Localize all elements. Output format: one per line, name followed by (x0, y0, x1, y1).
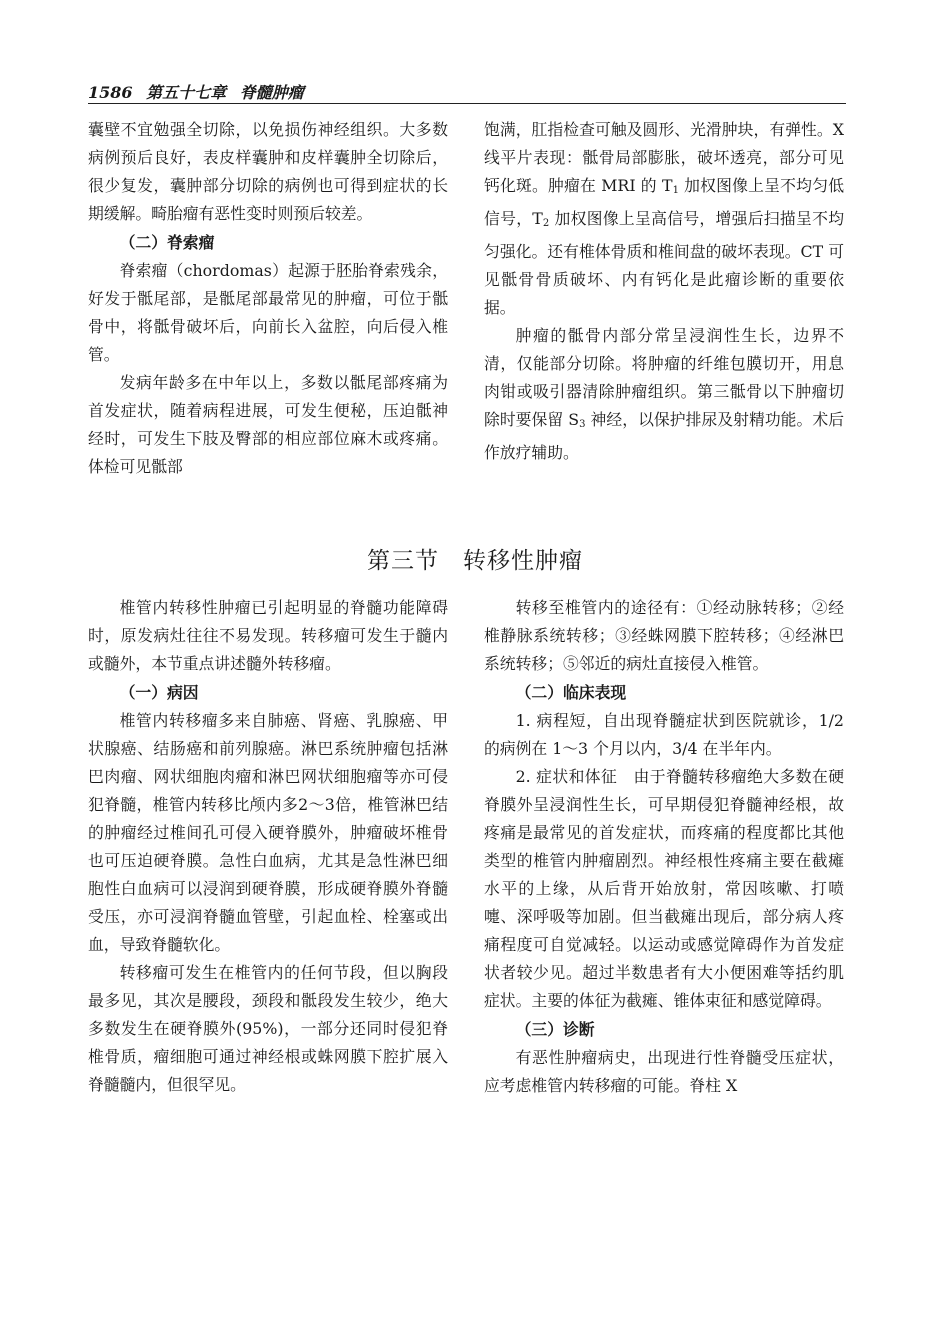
paragraph: 发病年龄多在中年以上，多数以骶尾部疼痛为首发症状，随着病程进展，可发生便秘，压迫骶神经时，可发生下肢及臀部的相应部位麻木或疼痛。体检可见骶部 (88, 373, 448, 476)
subheading-chordoma: （二）脊索瘤 (119, 233, 215, 252)
header-rule (88, 103, 846, 104)
section-title (0, 542, 950, 575)
chapter-title: 脊髓肿瘤 (239, 83, 304, 102)
page-number: 1586 (88, 83, 133, 102)
subheading-diagnosis: （三）诊断 (515, 1020, 595, 1039)
subheading-etiology: （一）病因 (119, 683, 199, 702)
section-number: 第三节 (367, 548, 439, 574)
paragraph: 椎管内转移性肿瘤已引起明显的脊髓功能障碍时，原发病灶往往不易发现。转移瘤可发生于髓内或髓外，本节重点讲述髓外转移瘤。 (88, 598, 448, 673)
paragraph: 脊索瘤（chordomas）起源于胚胎脊索残余，好发于骶尾部，是骶尾部最常见的肿瘤，可位于骶骨中，将骶骨破坏后，向前长入盆腔，向后侵入椎管。 (88, 261, 448, 364)
top-left-column (88, 116, 448, 481)
paragraph: 1. 病程短，自出现脊髓症状到医院就诊，1/2 的病例在 1～3 个月以内，3/4 在半年内。 (484, 711, 844, 758)
section-name: 转移性肿瘤 (463, 548, 583, 574)
paragraph: 2. 症状和体征 由于脊髓转移瘤绝大多数在硬脊膜外呈浸润性生长，可早期侵犯脊髓神经根，故疼痛是最常见的首发症状，而疼痛的程度都比其他类型的椎管内肿瘤剧烈。神经根性疼痛主要在截瘫水平的上缘，从后背开始放射，常因咳嗽、打喷嚏、深呼吸等加剧。但当截瘫出现后，部分病人疼痛程度可自觉减轻。以运动或感觉障碍作为首发症状者较少见。超过半数患者有大小便困难等括约肌症状。主要的体征为截瘫、锥体束征和感觉障碍。 (484, 767, 844, 1010)
bottom-left-column (88, 594, 448, 1099)
paragraph: 转移瘤可发生在椎管内的任何节段，但以胸段最多见，其次是腰段，颈段和骶段发生较少，绝大多数发生在硬脊膜外(95%)，一部分还同时侵犯脊椎骨质，瘤细胞可通过神经根或蛛网膜下腔扩展入脊髓髓内，但很罕见。 (88, 963, 448, 1094)
paragraph: 囊壁不宜勉强全切除，以免损伤神经组织。大多数病例预后良好，表皮样囊肿和皮样囊肿全切除后，很少复发，囊肿部分切除的病例也可得到症状的长期缓解。畸胎瘤有恶性变时则预后较差。 (88, 120, 448, 223)
bottom-right-column (484, 594, 844, 1100)
paragraph: 饱满，肛指检查可触及圆形、光滑肿块，有弹性。X 线平片表现：骶骨局部膨胀，破坏透亮，部分可见钙化斑。肿瘤在 MRI 的 $T_1$ 加权图像上呈不均匀低信号，$T_2$ 加权图像上呈高信号，增强后扫描呈不均匀强化。还有椎体骨质和椎间盘的破坏表现。CT 可见骶骨骨质破坏、内有钙化是此瘤诊断的重要依据。 (484, 120, 844, 317)
paragraph: 有恶性肿瘤病史，出现进行性脊髓受压症状，应考虑椎管内转移瘤的可能。脊柱 X (484, 1048, 844, 1095)
paragraph: 转移至椎管内的途径有：①经动脉转移；②经椎静脉系统转移；③经蛛网膜下腔转移；④经淋巴系统转移；⑤邻近的病灶直接侵入椎管。 (484, 598, 844, 673)
subheading-clinical: （二）临床表现 (515, 683, 627, 702)
chapter-number: 第五十七章 (146, 83, 227, 102)
paragraph: 椎管内转移瘤多来自肺癌、肾癌、乳腺癌、甲状腺癌、结肠癌和前列腺癌。淋巴系统肿瘤包括淋巴肉瘤、网状细胞肉瘤和淋巴网状细胞瘤等亦可侵犯脊髓，椎管内转移比颅内多2～3倍，椎管淋巴结的肿瘤经过椎间孔可侵入硬脊膜外，肿瘤破坏椎骨也可压迫硬脊膜。急性白血病，尤其是急性淋巴细胞性白血病可以浸润到硬脊膜，形成硬脊膜外脊髓受压，亦可浸润脊髓血管壁，引起血栓、栓塞或出血，导致脊髓软化。 (88, 711, 448, 954)
top-right-column (484, 116, 844, 467)
paragraph: 肿瘤的骶骨内部分常呈浸润性生长，边界不清，仅能部分切除。将肿瘤的纤维包膜切开，用息肉钳或吸引器清除肿瘤组织。第三骶骨以下肿瘤切除时要保留 $S_3$ 神经，以保护排尿及射精功能。术后作放疗辅助。 (484, 326, 844, 462)
page-header (88, 80, 846, 104)
